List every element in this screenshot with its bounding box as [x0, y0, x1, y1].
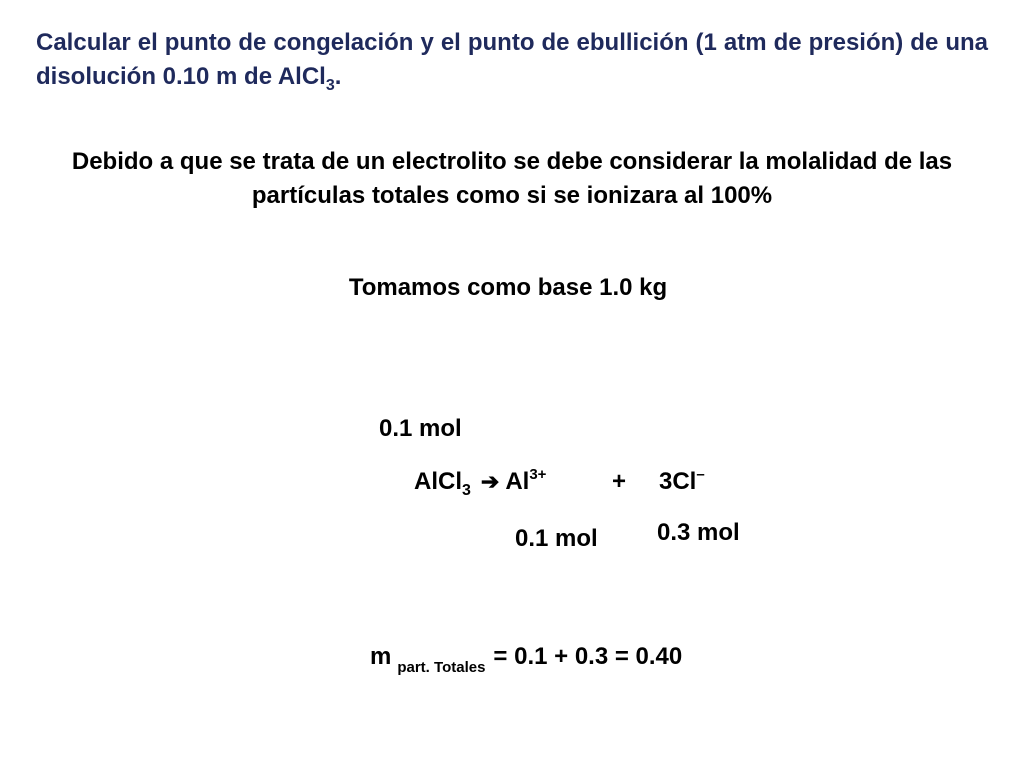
dissociation-equation: [414, 467, 546, 497]
product2-symbol: 3Cl: [659, 468, 697, 495]
problem-statement: [36, 26, 988, 94]
product1-charge: 3+: [529, 466, 547, 483]
problem-period: .: [334, 63, 342, 90]
reactant-symbol: AlCl: [414, 468, 462, 495]
problem-subscript: 3: [325, 77, 335, 94]
plus-sign: +: [612, 468, 627, 495]
product1-amount: 0.1 mol: [515, 525, 598, 552]
product2-charge: –: [696, 466, 705, 483]
product2-amount: 0.3 mol: [657, 519, 740, 546]
product1-formula: [505, 468, 546, 495]
reactant-formula: [414, 468, 471, 499]
reactant-subscript: 3: [462, 482, 471, 499]
problem-text: Calcular el punto de congelación y el punto de ebullición (1 atm de presión) de una disolución 0.10 m de AlCl: [36, 29, 988, 90]
explanation-text: Debido a que se trata de un electrolito se debe considerar la molalidad de las partículas totales como si se ionizara al 100%: [71, 148, 953, 209]
arrow-icon: ➔: [480, 469, 500, 494]
total-molality-equation: [370, 642, 683, 676]
molality-subscript: part. Totales: [397, 659, 486, 676]
molality-equation: = 0.1 + 0.3 = 0.40: [493, 643, 683, 670]
product2-formula: [659, 467, 705, 497]
product1-symbol: Al: [505, 468, 530, 495]
initial-amount: 0.1 mol: [379, 415, 462, 442]
basis-text: Tomamos como base 1.0 kg: [348, 274, 668, 301]
molality-symbol: m: [370, 643, 392, 670]
